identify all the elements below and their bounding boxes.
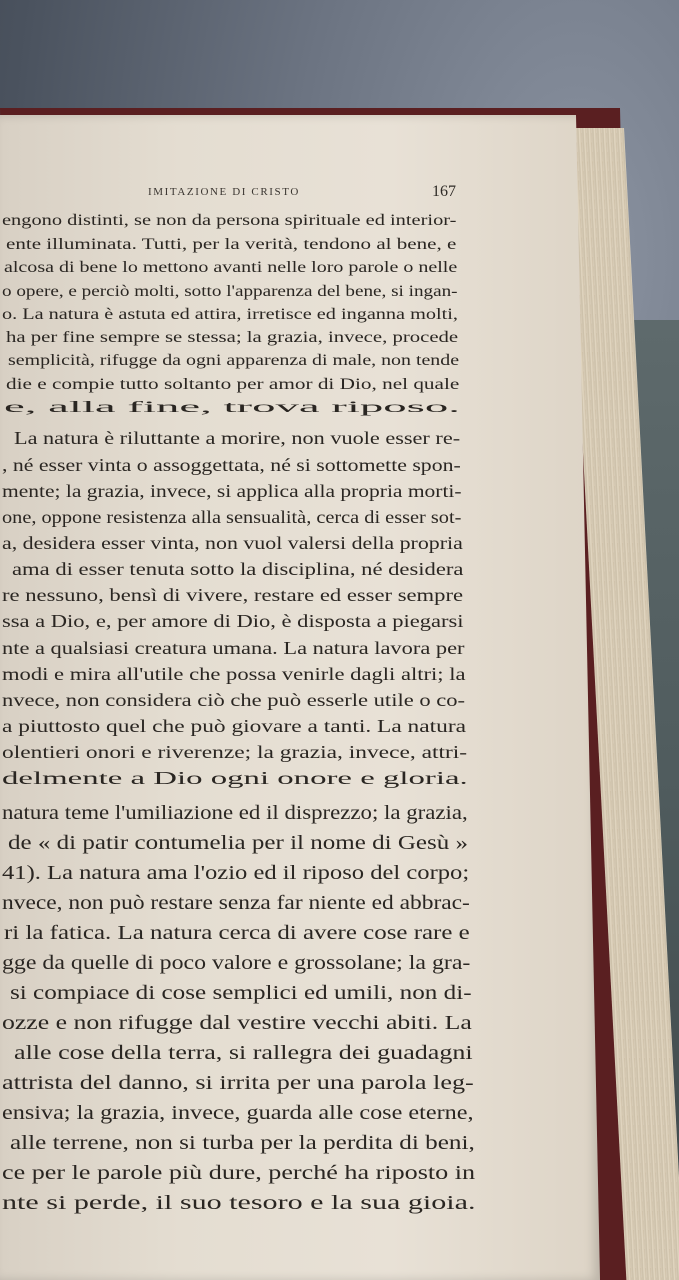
text-line: o. La natura è astuta ed attira, irretisce ed inganna molti, — [2, 306, 458, 323]
text-line: a piuttosto quel che può giovare a tanti. La natura — [2, 716, 467, 736]
text-line: alle cose della terra, si rallegra dei guadagni — [14, 1042, 473, 1064]
text-line: 41). La natura ama l'ozio ed il riposo del corpo; — [2, 862, 470, 884]
text-line: ente illuminata. Tutti, per la verità, tendono al bene, e — [6, 236, 457, 253]
text-line: si compiace di cose semplici ed umili, non di- — [10, 982, 472, 1004]
text-line: ama di esser tenuta sotto la disciplina, né desidera — [12, 559, 464, 579]
text-line: one, oppone resistenza alla sensualità, cerca di esser sot- — [2, 507, 462, 527]
text-line: modi e mira all'utile che possa venirle dagli altri; la — [2, 664, 466, 684]
text-line: semplicità, rifugge da ogni apparenza di male, non tende — [8, 352, 460, 369]
running-head: IMITAZIONE DI CRISTO — [148, 186, 300, 198]
text-line: e, alla fine, trova riposo. — [4, 399, 460, 416]
text-line: de « di patir contumelia per il nome di Gesù » — [8, 832, 469, 854]
text-line: ensiva; la grazia, invece, guarda alle cose eterne, — [2, 1102, 474, 1124]
text-line: ssa a Dio, e, per amore di Dio, è disposta a piegarsi — [2, 611, 464, 631]
text-line: olentieri onori e riverenze; la grazia, invece, attri- — [2, 742, 468, 762]
text-line: La natura è riluttante a morire, non vuole esser re- — [14, 428, 461, 448]
text-line: nvece, non può restare senza far niente ed abbrac- — [2, 892, 470, 914]
text-line: alle terrene, non si turba per la perdita di beni, — [10, 1132, 475, 1154]
text-line: delmente a Dio ogni onore e gloria. — [2, 768, 468, 788]
text-line: attrista del danno, si irrita per una parola leg- — [2, 1072, 474, 1094]
text-line: ri la fatica. La natura cerca di avere cose rare e — [4, 922, 470, 944]
text-line: ce per le parole più dure, perché ha riposto in — [2, 1162, 476, 1184]
text-line: engono distinti, se non da persona spirituale ed interior- — [2, 212, 457, 229]
text-line: die e compie tutto soltanto per amor di Dio, nel quale — [6, 376, 460, 393]
page-number: 167 — [432, 183, 456, 200]
text-line: nte a qualsiasi creatura umana. La natura lavora per — [2, 638, 465, 658]
text-line: natura teme l'umiliazione ed il disprezzo; la grazia, — [2, 802, 468, 824]
text-line: , né esser vinta o assoggettata, né si sottomette spon- — [2, 455, 461, 475]
text-line: o opere, e perciò molti, sotto l'apparenza del bene, si ingan- — [2, 283, 458, 300]
text-line: nvece, non considera ciò che può esserle utile o co- — [2, 690, 466, 710]
text-line: ha per fine sempre se stessa; la grazia, invece, procede — [6, 329, 459, 346]
text-line: gge da quelle di poco valore e grossolane; la gra- — [2, 952, 471, 974]
text-line: nte si perde, il suo tesoro e la sua gioia. — [2, 1192, 476, 1214]
text-line: ozze e non rifugge dal vestire vecchi abiti. La — [2, 1012, 472, 1034]
text-line: mente; la grazia, invece, si applica alla propria morti- — [2, 481, 462, 501]
text-line: a, desidera esser vinta, non vuol valersi della propria — [2, 533, 463, 553]
text-line: re nessuno, bensì di vivere, restare ed esser sempre — [2, 585, 464, 605]
text-line: alcosa di bene lo mettono avanti nelle loro parole o nelle — [4, 259, 458, 276]
